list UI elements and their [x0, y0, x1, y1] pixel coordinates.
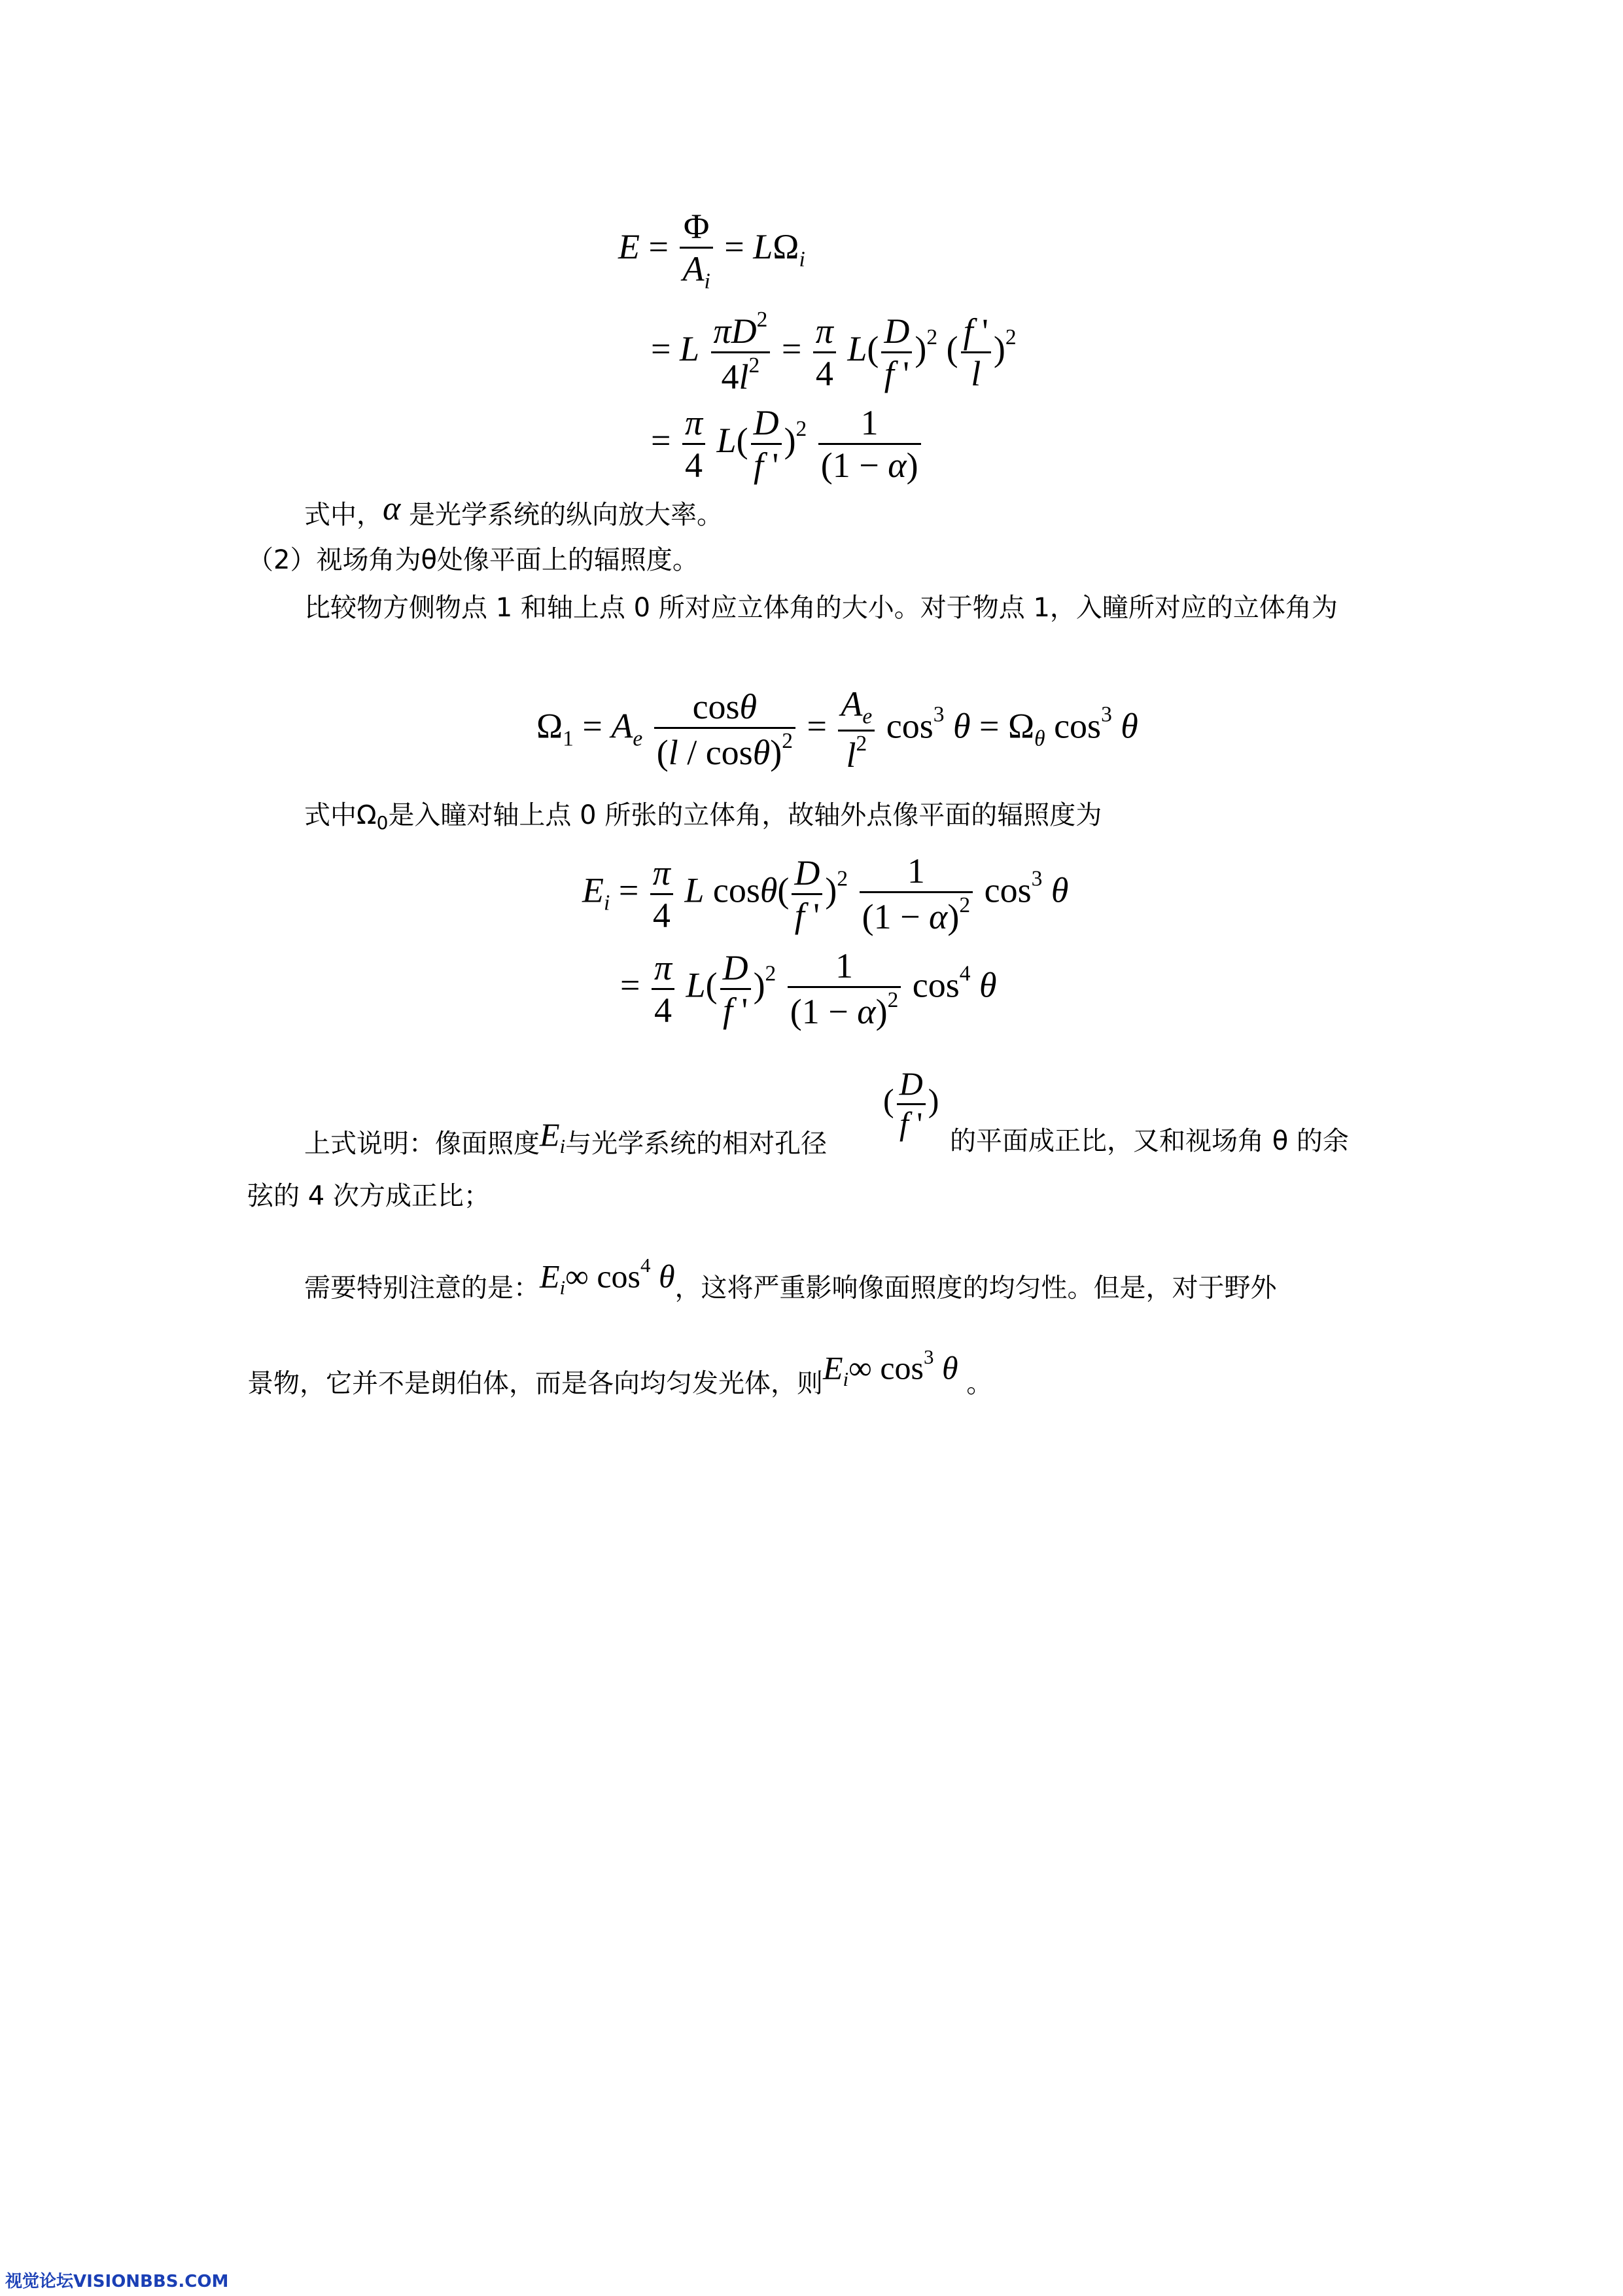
text-segment: （2）视场角为θ处像平面上的辐照度。 [247, 545, 699, 575]
text-segment: 需要特别注意的是： [304, 1273, 540, 1303]
equation-irradiance-line1: E = $\frac{\Phi}{A_i}$ = $L\Omega_i$ [618, 207, 805, 294]
equation-offaxis-line1: $E_i$ = $\frac{\pi}{4}$ L cosθ( $\frac{D}{f '}$ )$^2$ $\frac{1}{(1 - \alpha)^2}$ $\cos^3 \theta$ [582, 851, 1069, 937]
paragraph-solid-angle [247, 586, 1386, 630]
equation-offaxis-line2: = $\frac{\pi}{4}$ L( $\frac{D}{f '}$ )$^2$ $\frac{1}{(1 - \alpha)^2}$ $\cos^4 \theta$ [620, 946, 997, 1032]
text-segment: 上式说明：像面照度 [304, 1129, 540, 1159]
text-segment: 。 [966, 1368, 993, 1399]
formula-cos3: $E_i\infty$ $\cos^3 \theta$ [823, 1345, 958, 1391]
symbol-Ei: $E_i$ [540, 1116, 566, 1157]
relative-aperture-fraction: ( $\frac{D}{f '}$ ) [883, 1065, 939, 1142]
text-segment: 是入瞳对轴上点 0 所张的立体角，故轴外点像平面的辐照度为 [388, 800, 1102, 830]
text-segment: 的平面成正比，又和视场角 θ 的余 [950, 1126, 1349, 1156]
paragraph-alpha-note [304, 490, 724, 532]
text-segment: ，这将严重影响像面照度的均匀性。但是，对于野外 [674, 1273, 1277, 1303]
alpha-symbol: α [383, 490, 401, 527]
paragraph-explanation-line2 [247, 1179, 490, 1213]
paragraph-explanation [304, 1116, 828, 1170]
text-segment: 比较物方侧物点 1 和轴上点 0 所对应立体角的大小。对于物点 1，入瞳所对应的立体角为 [304, 593, 1338, 623]
subscript-zero: 0 [376, 812, 389, 834]
equation-solid-angle: $\Omega_1 = A_e$ $\frac{\cos\theta}{(l / \cos\theta)^2}$ = $\frac{A_e}{l^2}$ $\cos^3 \theta = \Omega_\theta$ $\cos^3 \theta$ [536, 684, 1138, 775]
equation-irradiance-line3: = $\frac{\pi}{4}$ L( $\frac{D}{f '}$ )$^2$ $\frac{1}{(1 - \alpha)}$ [651, 402, 924, 486]
equation-irradiance-line2: = L $\frac{\pi D^2}{4l^2}$ = $\frac{\pi}{4}$ L( $\frac{D}{f '}$ )$^2$ ( $\frac{f '}{l}$ )$^2$ [651, 308, 1017, 397]
formula-cos4: $E_i\infty$ $\cos^4 \theta$ [540, 1254, 675, 1299]
text-segment: 式中Ω [304, 800, 377, 830]
paragraph-attention [304, 1254, 1277, 1314]
paragraph-omega-zero [304, 798, 1102, 840]
paragraph-conclusion [247, 1345, 993, 1409]
text-segment: 是光学系统的纵向放大率。 [409, 500, 724, 530]
text-segment: 与光学系统的相对孔径 [565, 1129, 828, 1159]
section-heading-field-angle [247, 543, 699, 577]
text-segment: 式中， [304, 500, 383, 530]
watermark: 视觉论坛VISIONBBS.COM [5, 2272, 229, 2291]
text-segment: 景物，它并不是朗伯体，而是各向均匀发光体，则 [247, 1368, 823, 1399]
paragraph-explanation-cont [950, 1124, 1349, 1158]
text-segment: 弦的 4 次方成正比； [247, 1181, 490, 1211]
